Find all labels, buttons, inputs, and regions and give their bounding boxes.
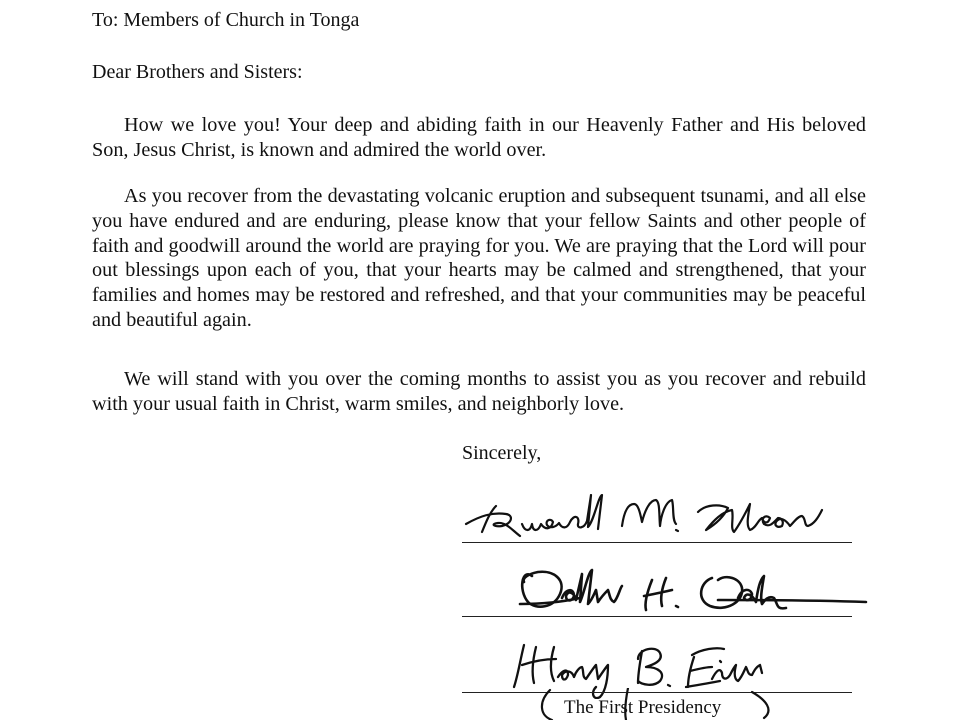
signature-dallin-h-oaks [462,560,862,622]
signature-oaks-graphic [462,560,882,622]
signature-rule [462,542,852,543]
signatory-caption: The First Presidency [564,697,722,718]
letter-paragraph-1: How we love you! Your deep and abiding faith in our Heavenly Father and His beloved Son, Jesus Christ, is known and admired the world over. [92,114,866,161]
salutation: Dear Brothers and Sisters: [92,61,303,83]
signature-russell-m-nelson [462,494,862,546]
signature-nelson-graphic [462,494,862,546]
closing: Sincerely, [462,442,542,464]
letter-paragraph-3: We will stand with you over the coming months to assist you as you recover and rebuild with your usual faith in Christ, warm smiles, and neighborly love. [92,368,866,415]
signature-rule [462,616,852,617]
addressee-line: To: Members of Church in Tonga [92,9,360,31]
letter-paragraph-2: As you recover from the devastating volcanic eruption and subsequent tsunami, and all else you have endured and are enduring, please know that your fellow Saints and other people of faith and goodwill around the world are praying for you. We are praying that the Lord will pour out blessings upon each of you, that your hearts may be calmed and strengthened, that your families and homes may be restored and refreshed, and that your communities may be peaceful and beautiful again. [92,185,866,331]
signature-underline-flourish [530,688,790,720]
